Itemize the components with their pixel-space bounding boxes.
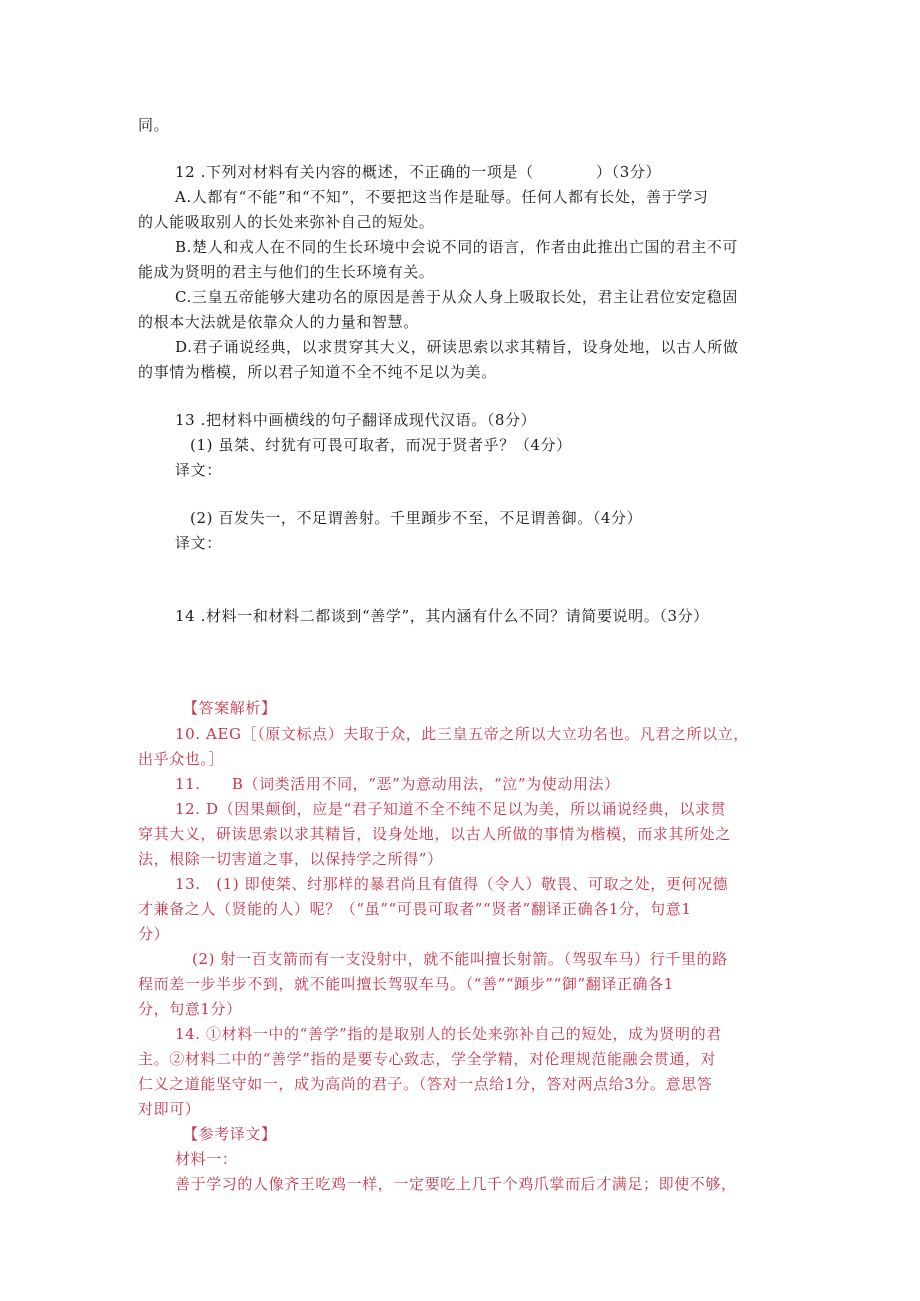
q14-stem: 14 .材料一和材料二都谈到“善学”，其内涵有什么不同？请简要说明。（3分） [175, 607, 709, 625]
translation-label: 材料一： [175, 1150, 238, 1168]
answer-13-line1: 13. (1) 即使桀、纣那样的暴君尚且有值得（令人）敬畏、可取之处，更何况德 [175, 875, 729, 893]
answer-12-line3: 法，根除一切害道之事，以保持学之所得”） [138, 850, 443, 868]
q13-stem: 13 .把材料中画横线的句子翻译成现代汉语。（8分） [175, 411, 537, 429]
answer-13-line2: 才兼备之人（贤能的人）呢？（“虽”“可畏可取者”“贤者”翻译正确各1分，句意1 [138, 900, 692, 918]
q12-option-c-line2: 的根本大法就是依靠众人的力量和智慧。 [138, 313, 419, 331]
q12-stem: 12 .下列对材料有关内容的概述，不正确的一项是（ ）（3分） [175, 163, 662, 181]
answer-14-line4: 对即可） [138, 1100, 201, 1118]
q12-option-b-line2: 能成为贤明的君主与他们的生长环境有关。 [138, 263, 435, 281]
q13-sentence-2: (2) 百发失一，不足谓善射。千里蹞步不至，不足谓善御。（4分） [190, 509, 643, 527]
translation-heading: 【参考译文】 [183, 1125, 277, 1143]
answer-10-line2: 出乎众也。］ [138, 750, 225, 768]
q12-option-b-line1: B.楚人和戎人在不同的生长环境中会说不同的语言，作者由此推出亡国的君主不可 [175, 238, 738, 256]
q12-option-d-line2: 的事情为楷模，所以君子知道不全不纯不足以为美。 [138, 363, 497, 381]
q13-sentence-1: (1) 虽桀、纣犹有可畏可取者，而况于贤者乎？（4分） [190, 436, 572, 454]
q12-option-d-line1: D.君子诵说经典，以求贯穿其大义，研读思索以求其精旨，设身处地，以古人所做 [175, 338, 739, 356]
q13-translation-label-1: 译文： [175, 461, 222, 479]
answer-13-line3: 分） [138, 925, 170, 943]
answer-12-line1: 12. D（因果颠倒，应是“君子知道不全不纯不足以为美，所以诵说经典，以求贯 [175, 800, 727, 818]
answer-13-line4: (2) 射一百支箭而有一支没射中，就不能叫擅长射箭。（驾驭车马）行千里的路 [192, 950, 728, 968]
answer-14-line2: 主。②材料二中的“善学”指的是要专心致志，学全学精，对伦理规范能融会贯通，对 [138, 1050, 717, 1068]
q12-option-c-line1: C.三皇五帝能够大建功名的原因是善于从众人身上吸取长处，君主让君位安定稳固 [175, 288, 738, 306]
answer-13-line5: 程而差一步半步不到，就不能叫擅长驾驭车马。（“善”“蹞步”“御”翻译正确各1 [138, 975, 674, 993]
answer-14-line1: 14. ①材料一中的“善学”指的是取别人的长处来弥补自己的短处，成为贤明的君 [175, 1025, 722, 1043]
answer-11: 11. B（词类活用不同，“恶”为意动用法，“泣”为使动用法） [175, 775, 620, 793]
continuation-text: 同。 [138, 116, 170, 134]
q12-option-a-line1: A.人都有“不能”和“不知”，不要把这当作是耻辱。任何人都有长处，善于学习 [175, 188, 709, 206]
answer-14-line3: 仁义之道能坚守如一，成为高尚的君子。（答对一点给1分，答对两点给3分。意思答 [138, 1075, 713, 1093]
answer-12-line2: 穿其大义，研读思索以求其精旨，设身处地，以古人所做的事情为楷模，而求其所处之 [138, 825, 731, 843]
answer-10-line1: 10. AEG［（原文标点）夫取于众，此三皇五帝之所以大立功名也。凡君之所以立， [175, 725, 749, 743]
q13-translation-label-2: 译文： [175, 534, 222, 552]
translation-text-line1: 善于学习的人像齐王吃鸡一样，一定要吃上几千个鸡爪掌而后才满足；即使不够， [175, 1175, 737, 1193]
answers-heading: 【答案解析】 [183, 699, 277, 717]
answer-13-line6: 分，句意1分） [138, 1000, 242, 1018]
q12-option-a-line2: 的人能吸取别人的长处来弥补自己的短处。 [138, 213, 435, 231]
